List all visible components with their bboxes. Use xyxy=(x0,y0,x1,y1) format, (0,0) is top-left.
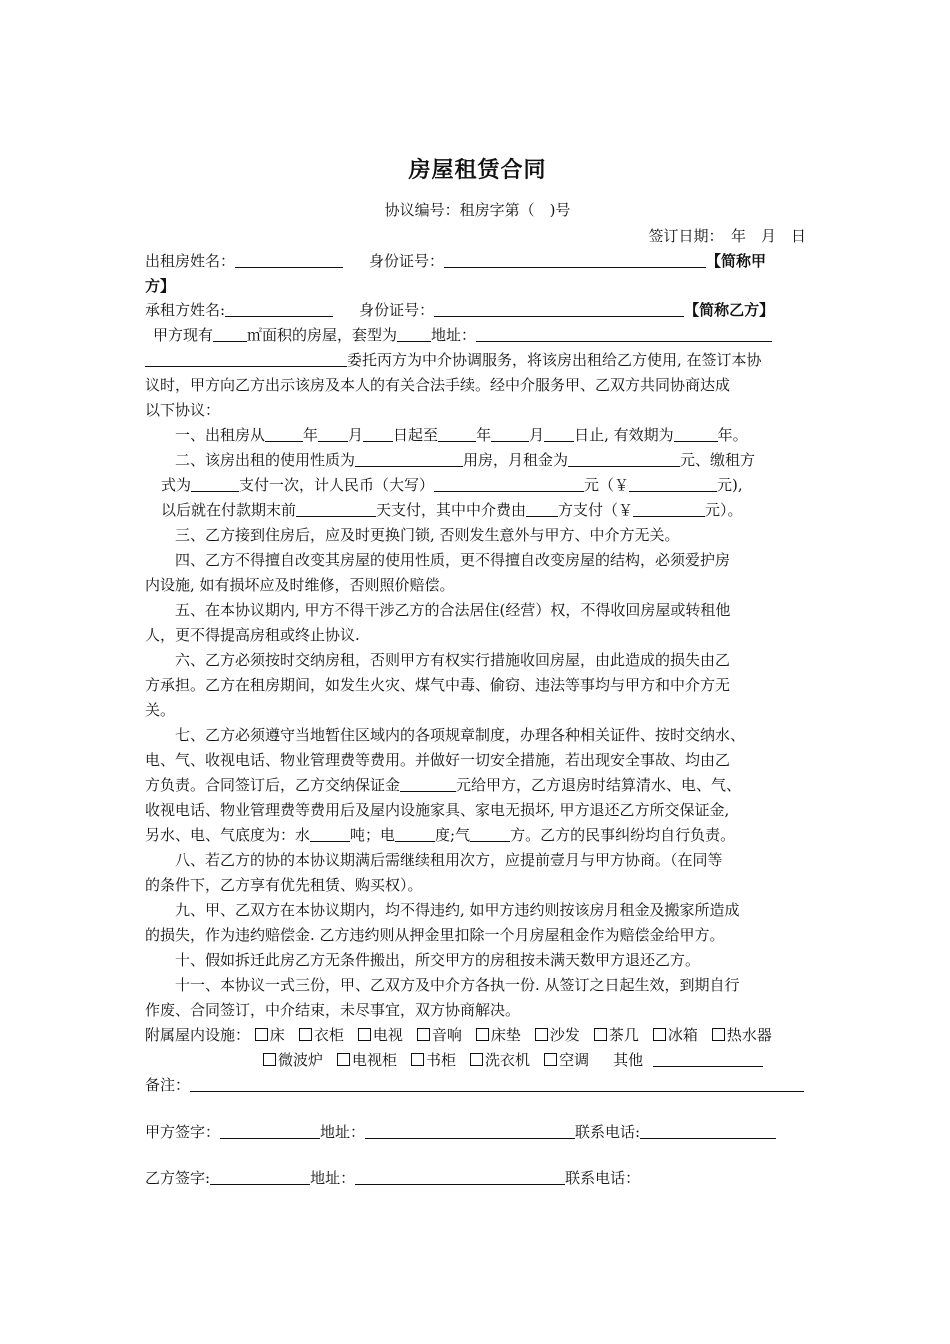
clause-text: 元、缴租方 xyxy=(680,451,756,469)
checkbox[interactable] xyxy=(653,1028,666,1041)
facility-label: 空调 xyxy=(559,1051,590,1069)
gas-blank[interactable] xyxy=(470,825,510,842)
deposit-blank[interactable] xyxy=(400,775,456,792)
clause-7-line-3 xyxy=(145,774,741,796)
intro-text: 甲方现有 xyxy=(153,326,214,344)
lessee-name-blank[interactable] xyxy=(225,300,333,317)
remarks-label: 备注： xyxy=(145,1076,191,1094)
lessee-id-blank[interactable] xyxy=(434,300,684,317)
blank[interactable] xyxy=(491,425,529,442)
clause-4-line-1: 四、乙方不得擅自改变其房屋的使用性质，更不得擅自改变房屋的结构，必须爱护房 xyxy=(175,551,731,569)
blank[interactable] xyxy=(629,475,717,492)
facility-item[interactable] xyxy=(411,1051,456,1069)
clause-8-line-1: 八、若乙方的协的本协议期满后需继续租用次方，应提前壹月与甲方协商。（在同等 xyxy=(175,851,723,869)
facility-label: 茶几 xyxy=(608,1026,639,1044)
blank[interactable] xyxy=(568,450,680,467)
blank[interactable] xyxy=(355,450,463,467)
clause-text: 年 xyxy=(476,426,492,444)
clause-1 xyxy=(145,424,748,446)
clause-text: 方支付（￥ xyxy=(558,501,634,519)
facility-other-label: 其他 xyxy=(613,1051,644,1069)
clause-text: 日起至 xyxy=(393,426,439,444)
facilities-label: 附属屋内设施： xyxy=(145,1026,251,1044)
clause-text: 天支付，其中中介费由 xyxy=(376,501,527,519)
clause-text: 元）。 xyxy=(705,501,743,519)
lessor-abbr-cont: 方】 xyxy=(145,277,176,295)
clause-text: 年 xyxy=(303,426,319,444)
facility-label: 热水器 xyxy=(726,1026,772,1044)
checkbox[interactable] xyxy=(594,1028,607,1041)
party-a-phone-label: 联系电话: xyxy=(575,1123,641,1141)
facility-label: 电视柜 xyxy=(352,1051,398,1069)
clause-2-line-2 xyxy=(161,474,743,496)
clause-text: 方。乙方的民事纠纷均自行负责。 xyxy=(510,826,736,844)
clause-4-line-2: 内设施, 如有损坏应及时维修，否则照价赔偿。 xyxy=(145,576,455,594)
clause-text: 一、出租房从 xyxy=(175,426,266,444)
lessee-name-label: 承租方姓名: xyxy=(145,301,226,319)
facility-item[interactable] xyxy=(712,1026,772,1044)
intro-line-4: 以下协议： xyxy=(145,401,221,419)
facility-item[interactable] xyxy=(544,1051,589,1069)
checkbox[interactable] xyxy=(337,1053,350,1066)
clause-10: 十、假如拆迁此房乙方无条件搬出，所交甲方的房租按未满天数甲方退还乙方。 xyxy=(175,951,701,969)
facility-label: 书柜 xyxy=(426,1051,457,1069)
address-blank-cont[interactable] xyxy=(145,350,347,367)
clause-8-line-2: 的条件下，乙方享有优先租赁、购买权）。 xyxy=(145,876,423,894)
intro-text: 委托丙方为中介协调服务，将该房出租给乙方使用, 在签订本协 xyxy=(347,351,762,369)
party-a-phone-blank[interactable] xyxy=(640,1122,776,1139)
clause-9-line-2: 的损失，作为违约赔偿金. 乙方违约则从押金里扣除一个月房屋租金作为赔偿金给甲方。 xyxy=(145,926,725,944)
checkbox[interactable] xyxy=(263,1053,276,1066)
checkbox[interactable] xyxy=(417,1028,430,1041)
checkbox[interactable] xyxy=(712,1028,725,1041)
facility-item[interactable] xyxy=(653,1026,698,1044)
clause-7-line-4: 收视电话、物业管理费等费用后及屋内设施家具、家电无损坏, 甲方退还乙方所交保证金, xyxy=(145,801,730,819)
blank[interactable] xyxy=(544,425,574,442)
clause-text: 式为 xyxy=(161,476,192,494)
remarks-blank[interactable] xyxy=(190,1075,804,1092)
lessor-line xyxy=(145,250,766,272)
facility-label: 衣柜 xyxy=(313,1026,344,1044)
facility-label: 微波炉 xyxy=(278,1051,324,1069)
party-a-sign-line xyxy=(145,1121,776,1143)
address-blank[interactable] xyxy=(476,325,772,342)
layout-blank[interactable] xyxy=(397,325,431,342)
party-a-sign-blank[interactable] xyxy=(220,1122,320,1139)
blank[interactable] xyxy=(434,475,584,492)
clause-6-line-1: 六、乙方必须按时交纳房租，否则甲方有权实行措施收回房屋，由此造成的损失由乙 xyxy=(175,651,731,669)
facilities-row-2 xyxy=(263,1049,763,1071)
facility-item[interactable] xyxy=(470,1051,530,1069)
party-b-phone-label: 联系电话： xyxy=(565,1169,641,1187)
facility-label: 床 xyxy=(269,1026,285,1044)
intro-line-2 xyxy=(145,349,762,371)
lessor-name-blank[interactable] xyxy=(235,251,343,268)
electricity-blank[interactable] xyxy=(395,825,435,842)
checkbox[interactable] xyxy=(255,1028,268,1041)
facility-item[interactable] xyxy=(299,1026,344,1044)
party-b-address-blank[interactable] xyxy=(355,1168,565,1185)
clause-text: 元（￥ xyxy=(584,476,630,494)
facility-label: 洗衣机 xyxy=(485,1051,531,1069)
lessee-id-label: 身份证号： xyxy=(359,301,435,319)
facility-label: 沙发 xyxy=(549,1026,580,1044)
checkbox[interactable] xyxy=(544,1053,557,1066)
clause-text: 支付一次，计人民币（大写） xyxy=(239,476,435,494)
facility-item[interactable] xyxy=(337,1051,397,1069)
lessor-name-label: 出租房姓名： xyxy=(145,252,236,270)
lessor-abbr: 【简称甲 xyxy=(706,252,767,270)
signing-date: 签订日期： 年 月 日 xyxy=(648,227,806,245)
area-blank[interactable] xyxy=(213,325,247,342)
blank[interactable] xyxy=(438,425,476,442)
clause-text: 二、该房出租的使用性质为 xyxy=(175,451,356,469)
clause-text: 元), xyxy=(717,476,743,494)
clause-3: 三、乙方接到住房后，应及时更换门锁, 否则发生意外与甲方、中介方无关。 xyxy=(175,526,680,544)
facility-item[interactable] xyxy=(535,1026,580,1044)
blank[interactable] xyxy=(265,425,303,442)
clause-7-line-2: 电、气、收视电话、物业管理费等费用。并做好一切安全措施，若出现安全事故、均由乙 xyxy=(145,751,731,769)
clause-text: 度;气 xyxy=(435,826,471,844)
clause-7-line-5 xyxy=(145,824,735,846)
clause-11-line-1: 十一、本协议一式三份，甲、乙双方及中介方各执一份. 从签订之日起生效，到期自行 xyxy=(175,976,740,994)
intro-text: 地址： xyxy=(431,326,477,344)
clause-text: 方负责。合同签订后，乙方交纳保证金 xyxy=(145,776,401,794)
facility-item[interactable] xyxy=(594,1026,639,1044)
blank[interactable] xyxy=(318,425,348,442)
lessor-id-blank[interactable] xyxy=(444,251,706,268)
party-a-address-label: 地址： xyxy=(320,1123,366,1141)
lessor-id-label: 身份证号： xyxy=(369,252,445,270)
intro-line-1 xyxy=(153,324,772,346)
clause-text: 月 xyxy=(529,426,545,444)
party-b-sign-line xyxy=(145,1167,640,1189)
clause-5-line-2: 人，更不得提高房租或终止协议. xyxy=(145,626,360,644)
clause-text: 月 xyxy=(348,426,364,444)
clause-6-line-2: 方承担。乙方在租房期间，如发生火灾、煤气中毒、偷窃、违法等事均与甲方和中介方无 xyxy=(145,676,731,694)
checkbox[interactable] xyxy=(476,1028,489,1041)
party-b-sign-label: 乙方签字: xyxy=(145,1169,211,1187)
facility-label: 电视 xyxy=(372,1026,403,1044)
remarks-line xyxy=(145,1074,804,1096)
clause-text: 用房，月租金为 xyxy=(463,451,569,469)
blank[interactable] xyxy=(674,425,718,442)
checkbox[interactable] xyxy=(411,1053,424,1066)
facilities-row-1 xyxy=(145,1024,772,1046)
blank[interactable] xyxy=(296,500,376,517)
facility-label: 音响 xyxy=(431,1026,462,1044)
facility-item[interactable] xyxy=(476,1026,521,1044)
lessee-line xyxy=(145,299,774,321)
clause-7-line-1: 七、乙方必须遵守当地暂住区域内的各项规章制度，办理各种相关证件、按时交纳水、 xyxy=(175,726,746,744)
party-b-sign-blank[interactable] xyxy=(210,1168,310,1185)
document-title: 房屋租赁合同 xyxy=(408,157,547,183)
clause-11-line-2: 作废、合同签订，中介结束，未尽事宜，双方协商解决。 xyxy=(145,1001,521,1019)
facility-other-blank[interactable] xyxy=(653,1050,763,1067)
lessee-abbr: 【简称乙方】 xyxy=(684,301,775,319)
facility-label: 床垫 xyxy=(490,1026,521,1044)
clause-2-line-1 xyxy=(145,449,755,471)
facility-item[interactable] xyxy=(417,1026,462,1044)
clause-text: 吨；电 xyxy=(350,826,396,844)
facility-label: 冰箱 xyxy=(667,1026,698,1044)
facility-item[interactable] xyxy=(263,1051,323,1069)
checkbox[interactable] xyxy=(535,1028,548,1041)
agreement-number: 协议编号：租房字第（ )号 xyxy=(384,201,571,219)
party-a-address-blank[interactable] xyxy=(365,1122,575,1139)
clause-text: 元给甲方，乙方退房时结算清水、电、气、 xyxy=(456,776,742,794)
blank[interactable] xyxy=(633,500,705,517)
intro-line-3: 议时，甲方向乙方出示该房及本人的有关合法手续。经中介服务甲、乙双方共同协商达成 xyxy=(145,376,731,394)
clause-5-line-1: 五、在本协议期内, 甲方不得干涉乙方的合法居住(经营）权，不得收回房屋或转租他 xyxy=(175,601,731,619)
intro-text: ㎡面积的房屋，套型为 xyxy=(247,326,398,344)
clause-2-line-3 xyxy=(161,499,743,521)
clause-text: 以后就在付款期末前 xyxy=(161,501,297,519)
blank[interactable] xyxy=(191,475,239,492)
clause-text: 日止, 有效期为 xyxy=(574,426,674,444)
blank[interactable] xyxy=(526,500,558,517)
clause-9-line-1: 九、甲、乙双方在本协议期内，均不得违约, 如甲方违约则按该房月租金及搬家所造成 xyxy=(175,901,740,919)
checkbox[interactable] xyxy=(358,1028,371,1041)
facility-item[interactable] xyxy=(358,1026,403,1044)
party-b-address-label: 地址： xyxy=(310,1169,356,1187)
checkbox[interactable] xyxy=(470,1053,483,1066)
facility-item[interactable] xyxy=(255,1026,285,1044)
clause-text: 年。 xyxy=(717,426,748,444)
checkbox[interactable] xyxy=(299,1028,312,1041)
clause-text: 另水、电、气底度为：水 xyxy=(145,826,311,844)
water-blank[interactable] xyxy=(310,825,350,842)
clause-6-line-3: 关。 xyxy=(145,701,176,719)
blank[interactable] xyxy=(363,425,393,442)
party-a-sign-label: 甲方签字： xyxy=(145,1123,221,1141)
